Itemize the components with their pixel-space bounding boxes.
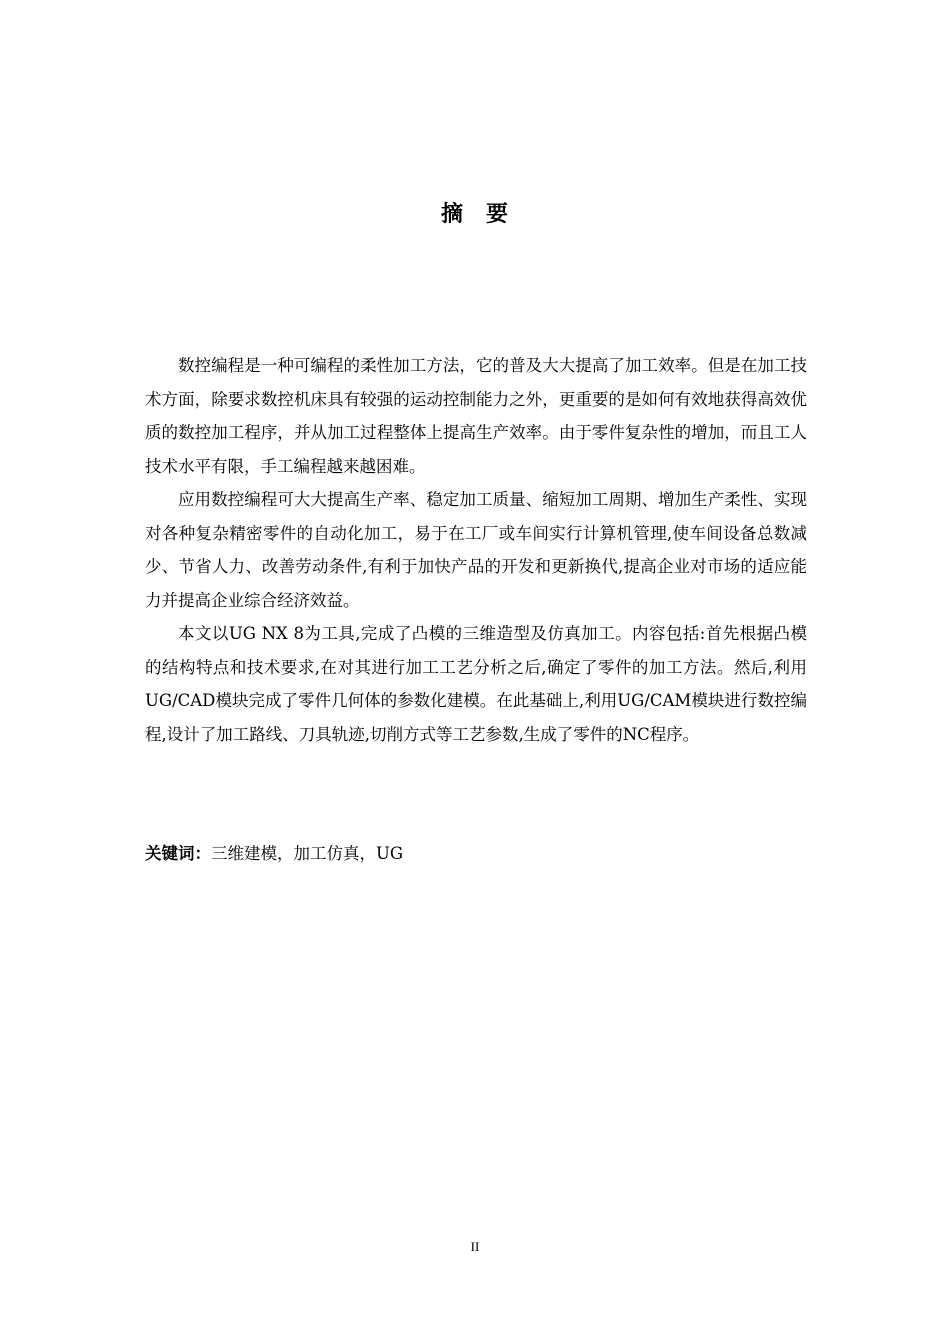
keywords-label: 关键词： [145, 844, 211, 863]
abstract-paragraph-1: 数控编程是一种可编程的柔性加工方法，它的普及大大提高了加工效率。但是在加工技术方面，除要求数控机床具有较强的运动控制能力之外，更重要的是如何有效地获得高效优质的数控加工程序，并从加工过程整体上提高生产效率。由于零件复杂性的增加，而且工人技术水平有限，手工编程越来越困难。 [145, 356, 807, 476]
page-number: II [470, 1239, 480, 1254]
abstract-paragraph-3: 本文以UG NX 8为工具,完成了凸模的三维造型及仿真加工。内容包括:首先根据凸模的结构特点和技术要求,在对其进行加工工艺分析之后,确定了零件的加工方法。然后,利用UG/CAD模块完成了零件几何体的参数化建模。在此基础上,利用UG/CAM模块进行数控编程,设计了加工路线、刀具轨迹,切削方式等工艺参数,生成了零件的NC程序。 [145, 624, 807, 744]
keywords-line [145, 839, 403, 869]
keywords-values: 三维建模，加工仿真，UG [211, 844, 404, 863]
abstract-title [0, 197, 950, 233]
abstract-title-char-2: 要 [486, 202, 510, 227]
abstract-body [145, 349, 807, 751]
abstract-title-char-1: 摘 [440, 202, 464, 227]
abstract-paragraph-2: 应用数控编程可大大提高生产率、稳定加工质量、缩短加工周期、增加生产柔性、实现对各种复杂精密零件的自动化加工，易于在工厂或车间实行计算机管理,使车间设备总数减少、节省人力、改善劳动条件,有利于加快产品的开发和更新换代,提高企业对市场的适应能力并提高企业综合经济效益。 [145, 490, 807, 610]
